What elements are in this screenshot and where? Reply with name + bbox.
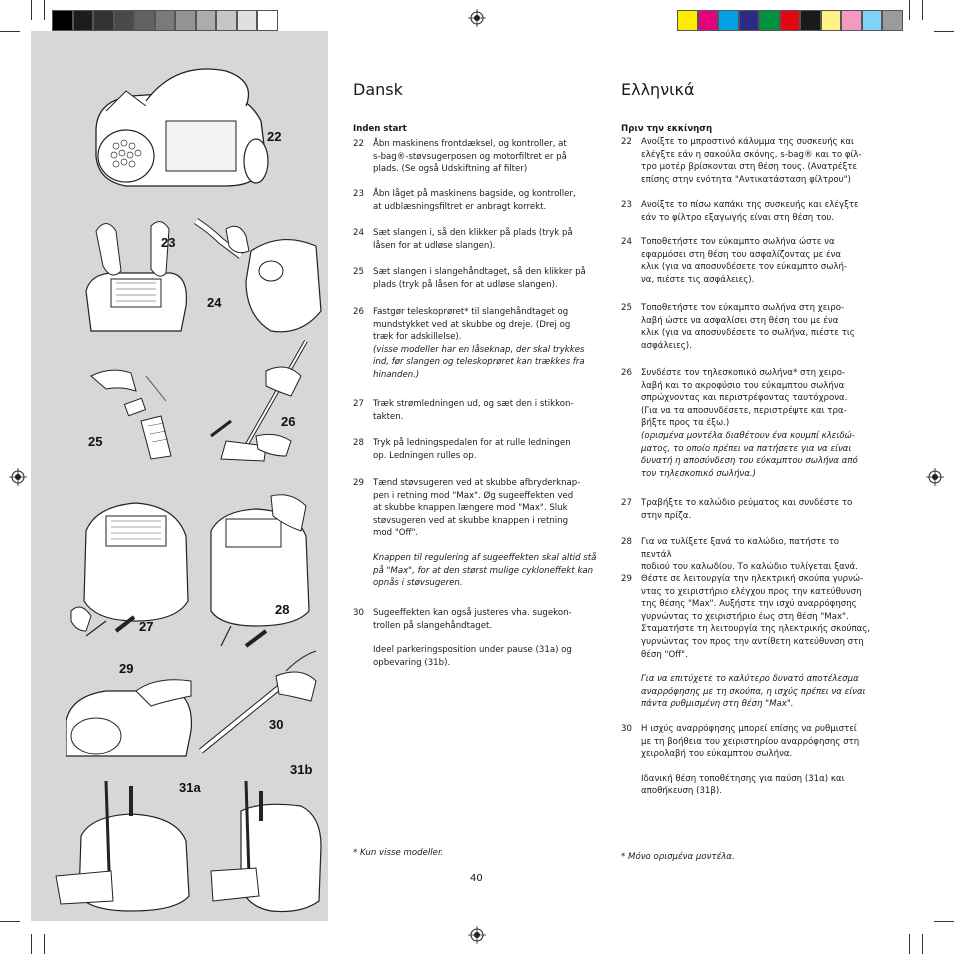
instruction-line: να, πιέστε τις ασφάλειες). bbox=[641, 274, 755, 285]
figure-28-illustration bbox=[201, 491, 316, 651]
instruction-number: 22 bbox=[621, 137, 632, 147]
instruction-extra-line: Ideel parkeringsposition under pause (31a) og bbox=[373, 645, 572, 656]
figure-label-26: 26 bbox=[281, 414, 296, 429]
figure-label-31b: 31b bbox=[290, 762, 313, 777]
instruction-line: støvsugeren ved at skubbe knappen i retning bbox=[373, 515, 569, 526]
instruction-text bbox=[373, 398, 603, 423]
instruction-note-line: Knappen til regulering af sugeeffekten skal altid stå bbox=[373, 552, 597, 563]
instruction-line: trollen på slangehåndtaget. bbox=[373, 620, 493, 631]
instruction-text bbox=[373, 138, 603, 176]
registration-mark-top bbox=[468, 9, 486, 27]
instruction-number: 27 bbox=[621, 498, 632, 508]
instruction-line: træk for adskillelse). bbox=[373, 332, 462, 343]
instruction-line: σπρώχνοντας και περιστρέφοντας ταυτόχρονα. bbox=[641, 393, 848, 404]
colorbar-swatch bbox=[780, 10, 801, 31]
instruction-number: 27 bbox=[353, 399, 364, 409]
instruction-text bbox=[373, 437, 603, 462]
graybar-swatch bbox=[93, 10, 114, 31]
instruction-line: s-bag®-støvsugerposen og motorfiltret er på bbox=[373, 151, 567, 162]
figure-label-28: 28 bbox=[275, 602, 290, 617]
instruction-line: κλικ (για να αποσυνδέσετε τον εύκαμπτο σωλή- bbox=[641, 262, 848, 273]
instruction-line: Ανοίξτε το μπροστινό κάλυμμα της συσκευής και bbox=[641, 137, 854, 147]
figure-31a-illustration bbox=[51, 776, 201, 916]
instruction-number: 22 bbox=[353, 139, 364, 149]
instruction-text bbox=[641, 536, 871, 574]
instruction-line: Sugeeffekten kan også justeres vha. sugekon- bbox=[373, 608, 572, 618]
instruction-note-line: αναρρόφησης με τη σκούπα, η ισχύς πρέπει να είναι bbox=[641, 686, 866, 697]
figure-24-illustration bbox=[191, 211, 326, 351]
instruction-line: Træk strømledningen ud, og sæt den i stikkon- bbox=[373, 399, 574, 409]
colorbar-swatch bbox=[841, 10, 862, 31]
dansk-heading: Dansk bbox=[353, 80, 403, 99]
graybar-swatch bbox=[257, 10, 278, 31]
instruction-line: at udblæsningsfiltret er anbragt korrekt. bbox=[373, 201, 547, 212]
colorbar-swatch bbox=[882, 10, 903, 31]
registration-mark-bottom bbox=[468, 926, 486, 944]
instruction-line: της θέσης "Max". Αυξήστε την ισχύ αναρρόφησης bbox=[641, 599, 857, 610]
instruction-note-line: ματος, το οποίο πρέπει να πατήσετε για να είναι bbox=[641, 443, 852, 454]
instruction-text bbox=[641, 367, 871, 480]
graybar-swatch bbox=[237, 10, 258, 31]
instruction-line: γυρνώντας τον προς την αντίθετη κατεύθυνση στη bbox=[641, 636, 864, 647]
instruction-note-line: (ορισμένα μοντέλα διαθέτουν ένα κουμπί κλειδώ- bbox=[641, 430, 855, 441]
greek-subheading: Πριν την εκκίνηση bbox=[621, 124, 713, 134]
figure-label-23: 23 bbox=[161, 235, 176, 250]
illustration-panel bbox=[31, 31, 328, 921]
instruction-note-line: Για να επιτύχετε το καλύτερο δυνατό αποτέλεσμα bbox=[641, 674, 859, 685]
instruction-text bbox=[373, 477, 603, 590]
instruction-text bbox=[373, 306, 603, 382]
instruction-number: 28 bbox=[621, 537, 632, 547]
instruction-number: 23 bbox=[353, 189, 364, 199]
figure-23-illustration bbox=[81, 211, 191, 336]
instruction-number: 29 bbox=[621, 574, 632, 584]
instruction-line: ποδιού του καλωδίου. Το καλώδιο τυλίγεται ξανά. bbox=[641, 562, 858, 573]
graybar-swatch bbox=[114, 10, 135, 31]
instruction-number: 25 bbox=[621, 303, 632, 313]
instruction-line: Θέστε σε λειτουργία την ηλεκτρική σκούπα γυρνώ- bbox=[641, 574, 864, 584]
graybar-swatch bbox=[73, 10, 94, 31]
instruction-line: Tryk på ledningspedalen for at rulle ledningen bbox=[373, 438, 571, 448]
instruction-line: at skubbe knappen længere mod "Max". Sluk bbox=[373, 503, 568, 514]
instruction-extra-line: Ιδανική θέση τοποθέτησης για παύση (31α) και bbox=[641, 773, 845, 784]
colorbar-swatch bbox=[821, 10, 842, 31]
instruction-line: mundstykket ved at skubbe og dreje. (Drej og bbox=[373, 319, 571, 330]
graybar-swatch bbox=[155, 10, 176, 31]
figure-31b-illustration bbox=[201, 776, 326, 916]
instruction-line: εφαρμόσει στη θέση του ασφαλίζοντας με ένα bbox=[641, 249, 842, 260]
instruction-note-line: πάντα ρυθμισμένη στη θέση "Max". bbox=[641, 699, 794, 710]
instruction-number: 26 bbox=[353, 307, 364, 317]
registration-mark-left bbox=[9, 468, 27, 486]
colorbar-swatch bbox=[862, 10, 883, 31]
instruction-line: Fastgør teleskoprøret* til slangehåndtaget og bbox=[373, 307, 569, 317]
instruction-line: pen i retning mod "Max". Øg sugeeffekten ved bbox=[373, 490, 574, 501]
instruction-line: με τη βοήθεια του χειριστηρίου αναρρόφησης στη bbox=[641, 736, 860, 747]
instruction-line: Åbn låget på maskinens bagside, og kontroller, bbox=[373, 189, 576, 199]
instruction-line: Τραβήξτε το καλώδιο ρεύματος και συνδέστε το bbox=[641, 498, 853, 508]
instruction-extra-line: αποθήκευση (31β). bbox=[641, 786, 722, 797]
instruction-note-line: på "Max", for at den størst mulige cykloneffekt kan bbox=[373, 565, 594, 576]
instruction-number: 30 bbox=[353, 608, 364, 618]
figure-label-31a: 31a bbox=[179, 780, 201, 795]
instruction-line: λαβή και το ακροφύσιο του εύκαμπτου σωλήνα bbox=[641, 380, 845, 391]
instruction-line: γυρνώντας το χειριστήριο έως στη θέση "Max". bbox=[641, 611, 849, 622]
instruction-text bbox=[373, 188, 603, 213]
page-number: 40 bbox=[470, 873, 483, 884]
instruction-line: επίσης στην ενότητα "Αντικατάσταση φίλτρου") bbox=[641, 174, 851, 185]
instruction-line: Åbn maskinens frontdæksel, og kontroller, at bbox=[373, 139, 567, 149]
instruction-note-line: δυνατή η αποσύνδεση του εύκαμπτου σωλήνα από bbox=[641, 456, 858, 467]
colorbar-swatch bbox=[800, 10, 821, 31]
instruction-line: Σταματήστε τη λειτουργία της ηλεκτρικής σκούπας, bbox=[641, 624, 871, 635]
figure-29-illustration bbox=[66, 661, 196, 761]
instruction-line: plads (tryk på låsen for at udløse slangen). bbox=[373, 279, 558, 290]
instruction-number: 30 bbox=[621, 724, 632, 734]
figure-label-25: 25 bbox=[88, 434, 103, 449]
instruction-line: Tænd støvsugeren ved at skubbe afbryderknap- bbox=[373, 478, 581, 488]
figure-label-27: 27 bbox=[139, 619, 154, 634]
instruction-number: 23 bbox=[621, 200, 632, 210]
figure-label-22: 22 bbox=[267, 129, 282, 144]
instruction-number: 26 bbox=[621, 368, 632, 378]
figure-22-illustration bbox=[86, 61, 276, 191]
instruction-line: ασφάλειες). bbox=[641, 340, 692, 351]
greek-heading: Ελληνικά bbox=[621, 80, 695, 99]
colorbar-swatch bbox=[759, 10, 780, 31]
instruction-text bbox=[373, 266, 603, 291]
instruction-text bbox=[641, 723, 871, 798]
instruction-line: στην πρίζα. bbox=[641, 510, 692, 521]
graybar-swatch bbox=[134, 10, 155, 31]
instruction-text bbox=[641, 302, 871, 352]
instruction-line: βήξτε προς τα έξω.) bbox=[641, 418, 730, 429]
instruction-note-line: τον τηλεσκοπικό σωλήνα.) bbox=[641, 468, 756, 479]
instruction-line: λαβή ώστε να ασφαλίσει στη θέση του με ένα bbox=[641, 315, 839, 326]
instruction-note-line: ind, før slangen og teleskoprøret kan trækkes fra bbox=[373, 357, 585, 368]
instruction-line: Για να τυλίξετε ξανά το καλώδιο, πατήστε το πεντάλ bbox=[641, 537, 840, 560]
instruction-line: Τοποθετήστε τον εύκαμπτο σωλήνα στη χειρο- bbox=[641, 303, 845, 313]
greek-footnote: * Μόνο ορισμένα μοντέλα. bbox=[621, 852, 735, 862]
instruction-line: Sæt slangen i slangehåndtaget, så den klikker på bbox=[373, 267, 586, 277]
dansk-subheading: Inden start bbox=[353, 124, 407, 134]
instruction-note-line: opnås i støvsugeren. bbox=[373, 578, 463, 589]
colorbar-swatch bbox=[698, 10, 719, 31]
figure-30-illustration bbox=[191, 646, 321, 756]
instruction-text bbox=[373, 607, 603, 669]
graybar-swatch bbox=[175, 10, 196, 31]
instruction-line: Η ισχύς αναρρόφησης μπορεί επίσης να ρυθμιστεί bbox=[641, 724, 857, 734]
instruction-line: τρο μοτέρ βρίσκονται στη θέση τους. (Ανατρέξτε bbox=[641, 162, 858, 173]
colorbar-swatch bbox=[677, 10, 698, 31]
figure-27-illustration bbox=[66, 491, 196, 641]
colorbar-swatch bbox=[718, 10, 739, 31]
instruction-text bbox=[373, 227, 603, 252]
instruction-text bbox=[641, 199, 871, 224]
instruction-text bbox=[641, 497, 871, 522]
instruction-number: 28 bbox=[353, 438, 364, 448]
figure-26-illustration bbox=[196, 331, 326, 471]
instruction-line: κλικ (για να αποσυνδέσετε το σωλήνα, πιέστε τις bbox=[641, 328, 855, 339]
figure-label-29: 29 bbox=[119, 661, 134, 676]
instruction-line: Sæt slangen i, så den klikker på plads (tryk på bbox=[373, 228, 573, 238]
instruction-extra-line: opbevaring (31b). bbox=[373, 657, 451, 668]
instruction-text bbox=[641, 136, 871, 186]
instruction-line: ελέγξτε εάν η σακούλα σκόνης, s-bag® και το φίλ- bbox=[641, 149, 862, 160]
registration-mark-right bbox=[926, 468, 944, 486]
instruction-number: 24 bbox=[621, 237, 632, 247]
instruction-line: plads. (Se også Udskiftning af filter) bbox=[373, 164, 528, 175]
graybar-swatch bbox=[52, 10, 73, 31]
instruction-text bbox=[641, 573, 871, 711]
instruction-line: takten. bbox=[373, 411, 404, 422]
instruction-line: Τοποθετήστε τον εύκαμπτο σωλήνα ώστε να bbox=[641, 237, 835, 247]
instruction-number: 29 bbox=[353, 478, 364, 488]
instruction-line: op. Ledningen rulles op. bbox=[373, 450, 477, 461]
instruction-line: mod "Off". bbox=[373, 528, 419, 539]
figure-label-24: 24 bbox=[207, 295, 222, 310]
instruction-line: ντας το χειριστήριο ελέγχου προς την κατεύθυνση bbox=[641, 586, 862, 597]
instruction-line: εάν το φίλτρο εξαγωγής είναι στη θέση του. bbox=[641, 212, 835, 223]
instruction-line: låsen for at udløse slangen). bbox=[373, 240, 496, 251]
instruction-note-line: hinanden.) bbox=[373, 369, 420, 380]
instruction-line: (Για να τα αποσυνδέσετε, περιστρέψτε και τρα- bbox=[641, 405, 847, 416]
colorbar-swatch bbox=[739, 10, 760, 31]
instruction-number: 25 bbox=[353, 267, 364, 277]
instruction-note-line: (visse modeller har en låseknap, der skal trykkes bbox=[373, 344, 585, 355]
instruction-line: θέση "Off". bbox=[641, 649, 688, 660]
instruction-line: Συνδέστε τον τηλεσκοπικό σωλήνα* στη χειρο- bbox=[641, 368, 846, 378]
graybar-swatch bbox=[216, 10, 237, 31]
instruction-line: χειρολαβή του εύκαμπτου σωλήνα. bbox=[641, 749, 793, 760]
instruction-number: 24 bbox=[353, 228, 364, 238]
instruction-line: Ανοίξτε το πίσω καπάκι της συσκευής και ελέγξτε bbox=[641, 200, 859, 210]
graybar-swatch bbox=[196, 10, 217, 31]
instruction-text bbox=[641, 236, 871, 286]
figure-label-30: 30 bbox=[269, 717, 284, 732]
dansk-footnote: * Kun visse modeller. bbox=[353, 848, 444, 858]
